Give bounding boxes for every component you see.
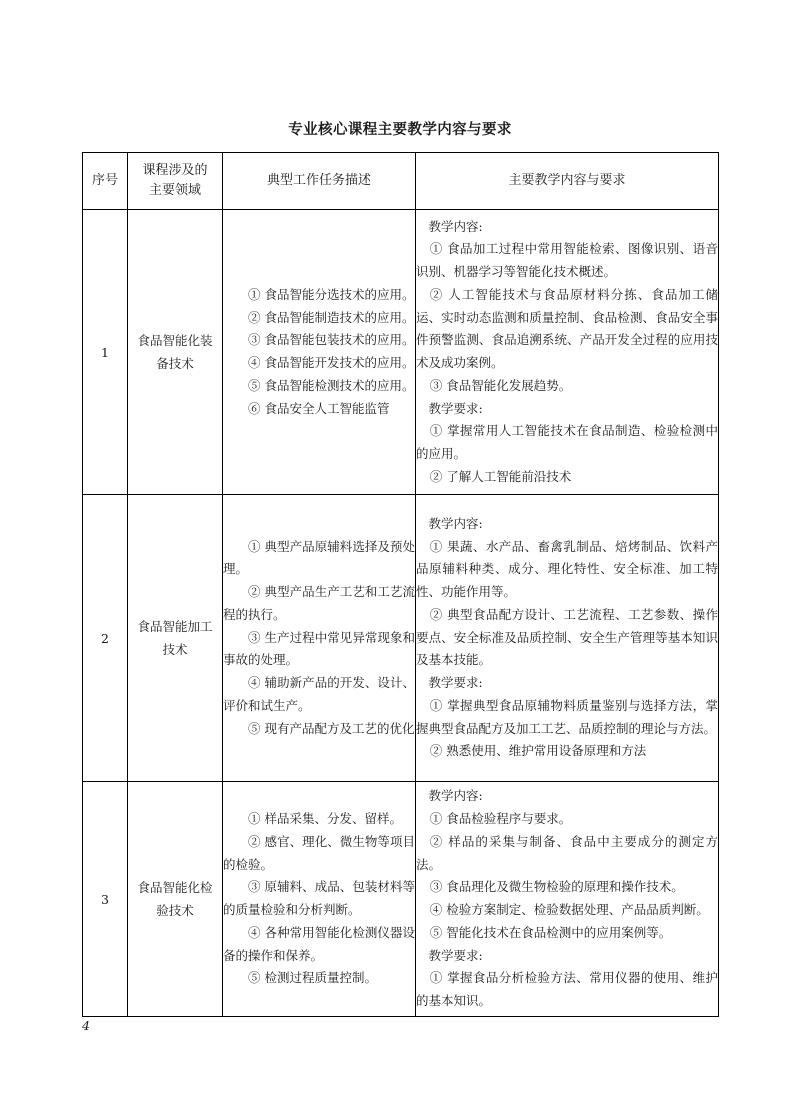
- content-item: ① 食品加工过程中常用智能检索、图像识别、语音识别、机器学习等智能化技术概述。: [416, 241, 718, 279]
- row-number: 3: [83, 782, 128, 1017]
- row-task-description: [223, 495, 416, 782]
- task-item: ③ 原辅料、成品、包装材料等的质量检验和分析判断。: [223, 879, 415, 917]
- row-teaching-content: [416, 210, 719, 495]
- column-header-no: 序号: [83, 153, 128, 210]
- task-item: ② 感官、理化、微生物等项目的检验。: [223, 833, 415, 872]
- row-number: 2: [83, 495, 128, 782]
- content-item: ② 人工智能技术与食品原材料分拣、食品加工储运、实时动态监测和质量控制、食品检测、食品安全事件预警监测、食品追溯系统、产品开发全过程的应用技术及成功案例。: [416, 286, 718, 370]
- row-field-line2: 技术: [162, 642, 188, 657]
- task-item: ④ 食品智能开发技术的应用。: [248, 355, 415, 370]
- task-item: ⑤ 食品智能检测技术的应用。: [248, 377, 415, 393]
- table-row: [83, 782, 719, 1017]
- content-item: ① 掌握食品分析检验方法、常用仪器的使用、维护的基本知识。: [416, 970, 718, 1008]
- content-item: ③ 食品智能化发展趋势。: [429, 377, 572, 393]
- table-header-row: [83, 153, 719, 210]
- content-heading: 教学内容:: [428, 788, 483, 804]
- column-header-field-line1: 课程涉及的: [142, 162, 208, 178]
- row-field: [128, 495, 223, 782]
- content-heading: 教学要求:: [428, 675, 483, 691]
- page-title: 专业核心课程主要教学内容与要求: [288, 121, 512, 138]
- content-item: ⑤ 智能化技术在食品检测中的应用案例等。: [429, 924, 672, 940]
- content-heading: 教学内容:: [428, 218, 483, 234]
- task-item: ② 食品智能制造技术的应用。: [248, 309, 415, 325]
- content-item: ③ 食品理化及微生物检验的原理和操作技术。: [429, 879, 684, 895]
- task-item: ① 食品智能分选技术的应用。: [248, 286, 415, 302]
- task-item: ⑥ 食品安全人工智能监管: [248, 400, 390, 416]
- table-row: [83, 210, 719, 495]
- row-field: [128, 210, 223, 495]
- column-header-field-line2: 主要领域: [148, 183, 201, 198]
- row-task-description: [223, 210, 416, 495]
- content-heading: 教学要求:: [428, 400, 483, 416]
- column-header-content: 主要教学内容与要求: [416, 153, 719, 210]
- row-task-description: [223, 782, 416, 1017]
- content-item: ② 典型食品配方设计、工艺流程、工艺参数、操作要点、安全标准及品质控制、安全生产管理等基本知识及基本技能。: [416, 606, 718, 668]
- row-field: [128, 782, 223, 1017]
- row-field-line1: 食品智能化检: [137, 879, 213, 895]
- content-item: ① 食品检验程序与要求。: [429, 811, 572, 826]
- task-item: ① 典型产品原辅料选择及预处理。: [223, 538, 415, 577]
- row-teaching-content: [416, 782, 719, 1017]
- content-item: ④ 检验方案制定、检验数据处理、产品品质判断。: [429, 902, 709, 917]
- column-header-task: 典型工作任务描述: [223, 153, 416, 210]
- task-item: ① 样品采集、分发、留样。: [248, 811, 402, 826]
- content-item: ② 熟悉使用、维护常用设备原理和方法: [429, 743, 647, 759]
- task-item: ⑤ 现有产品配方及工艺的优化: [248, 720, 415, 736]
- content-item: ① 掌握常用人工智能技术在食品制造、检验检测中的应用。: [416, 423, 718, 461]
- row-field-line1: 食品智能加工: [137, 618, 213, 634]
- curriculum-table: [82, 152, 719, 1017]
- task-item: ⑤ 检测过程质量控制。: [248, 970, 377, 986]
- task-item: ③ 食品智能包装技术的应用。: [248, 332, 415, 348]
- task-item: ② 典型产品生产工艺和工艺流程的执行。: [223, 584, 415, 622]
- content-item: ① 果蔬、水产品、畜禽乳制品、焙烤制品、饮料产品原辅料种类、成分、理化特性、安全标准、加工特性、功能作用等。: [416, 538, 718, 600]
- content-item: ② 样品的采集与制备、食品中主要成分的测定方法。: [416, 833, 718, 872]
- table-body: [83, 210, 719, 1017]
- content-heading: 教学内容:: [428, 515, 483, 531]
- content-item: ② 了解人工智能前沿技术: [429, 468, 572, 484]
- table-header: [83, 153, 719, 210]
- content-heading: 教学要求:: [428, 947, 483, 963]
- task-item: ③ 生产过程中常见异常现象和事故的处理。: [223, 629, 415, 668]
- content-item: ① 掌握典型食品原辅物料质量鉴别与选择方法，掌握典型食品配方及加工工艺、品质控制的理论与方法。: [416, 697, 718, 736]
- row-field-line2: 备技术: [156, 356, 194, 371]
- row-teaching-content: [416, 495, 719, 782]
- row-number: 1: [83, 210, 128, 495]
- table-row: [83, 495, 719, 782]
- task-item: ④ 辅助新产品的开发、设计、评价和试生产。: [223, 675, 415, 713]
- column-header-field: [128, 153, 223, 210]
- task-item: ④ 各种常用智能化检测仪器设备的操作和保养。: [223, 924, 415, 963]
- page-number: 4: [82, 1018, 90, 1033]
- row-field-line1: 食品智能化装: [137, 332, 213, 348]
- row-field-line2: 验技术: [156, 903, 194, 918]
